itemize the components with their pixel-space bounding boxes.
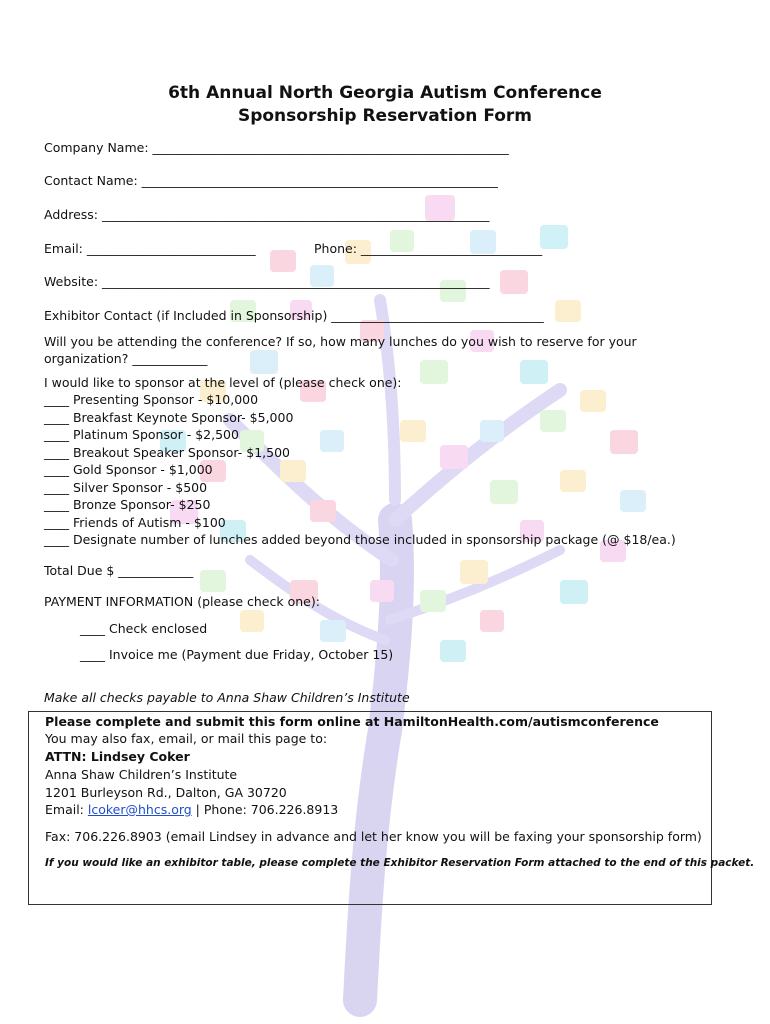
alt-submit-text: You may also fax, email, or mail this page to: bbox=[45, 731, 328, 746]
invoice-option[interactable]: ____ Invoice me (Payment due Friday, October 15) bbox=[80, 647, 394, 662]
phone-field[interactable]: Phone: _____________________________ bbox=[314, 241, 543, 256]
company-name-field[interactable]: Company Name: _________________________________________________________ bbox=[44, 140, 509, 155]
total-due-field[interactable]: Total Due $ ____________ bbox=[44, 563, 194, 578]
mailing-address: 1201 Burleyson Rd., Dalton, GA 30720 bbox=[45, 785, 287, 800]
address-field[interactable]: Address: ______________________________________________________________ bbox=[44, 207, 490, 222]
exhibitor-table-note: If you would like an exhibitor table, please complete the Exhibitor Reservation Form attached to the end of this packet. bbox=[45, 857, 755, 869]
email-label: Email: bbox=[45, 802, 88, 817]
org-name: Anna Shaw Children’s Institute bbox=[45, 767, 238, 782]
sponsor-level-option[interactable]: ____ Silver Sponsor - $500 bbox=[44, 480, 208, 495]
fax-line: Fax: 706.226.8903 (email Lindsey in advance and let her know you will be faxing your sponsorship form) bbox=[45, 829, 702, 844]
lunches-count-field[interactable]: organization? ____________ bbox=[44, 351, 208, 366]
sponsor-level-option[interactable]: ____ Presenting Sponsor - $10,000 bbox=[44, 392, 259, 407]
sponsor-intro: I would like to sponsor at the level of (please check one): bbox=[44, 375, 402, 390]
submission-info-box bbox=[28, 711, 755, 905]
contact-name-field[interactable]: Contact Name: _________________________________________________________ bbox=[44, 173, 498, 188]
check-enclosed-option[interactable]: ____ Check enclosed bbox=[80, 621, 208, 636]
payment-heading: PAYMENT INFORMATION (please check one): bbox=[44, 594, 320, 609]
exhibitor-contact-field[interactable]: Exhibitor Contact (if Included in Sponsorship) __________________________________ bbox=[44, 308, 544, 323]
website-field[interactable]: Website: ______________________________________________________________ bbox=[44, 274, 490, 289]
sponsor-level-option[interactable]: ____ Bronze Sponsor- $250 bbox=[44, 497, 211, 512]
sponsor-level-option[interactable]: ____ Breakout Speaker Sponsor- $1,500 bbox=[44, 445, 290, 460]
attn-line: ATTN: Lindsey Coker bbox=[45, 749, 190, 764]
sponsor-level-option[interactable]: ____ Designate number of lunches added beyond those included in sponsorship package (@ $18/ea.) bbox=[44, 532, 676, 547]
checks-payable-note: Make all checks payable to Anna Shaw Children’s Institute bbox=[44, 690, 410, 705]
contact-phone: | Phone: 706.226.8913 bbox=[191, 802, 339, 817]
form-subtitle: Sponsorship Reservation Form bbox=[237, 106, 533, 126]
sponsor-level-option[interactable]: ____ Gold Sponsor - $1,000 bbox=[44, 462, 213, 477]
sponsor-level-option[interactable]: ____ Friends of Autism - $100 bbox=[44, 515, 226, 530]
lunches-question: Will you be attending the conference? If so, how many lunches do you wish to reserve for your bbox=[44, 334, 637, 349]
submit-online-text: Please complete and submit this form online at HamiltonHealth.com/autismconference bbox=[45, 714, 659, 729]
form-title: 6th Annual North Georgia Autism Conference bbox=[168, 83, 602, 103]
email-link[interactable]: lcoker@hhcs.org bbox=[87, 802, 192, 817]
email-field[interactable]: Email: ___________________________ bbox=[44, 241, 256, 256]
contact-email-phone bbox=[45, 801, 338, 818]
sponsor-level-option[interactable]: ____ Breakfast Keynote Sponsor- $5,000 bbox=[44, 410, 294, 425]
sponsor-level-option[interactable]: ____ Platinum Sponsor - $2,500 bbox=[44, 427, 239, 442]
